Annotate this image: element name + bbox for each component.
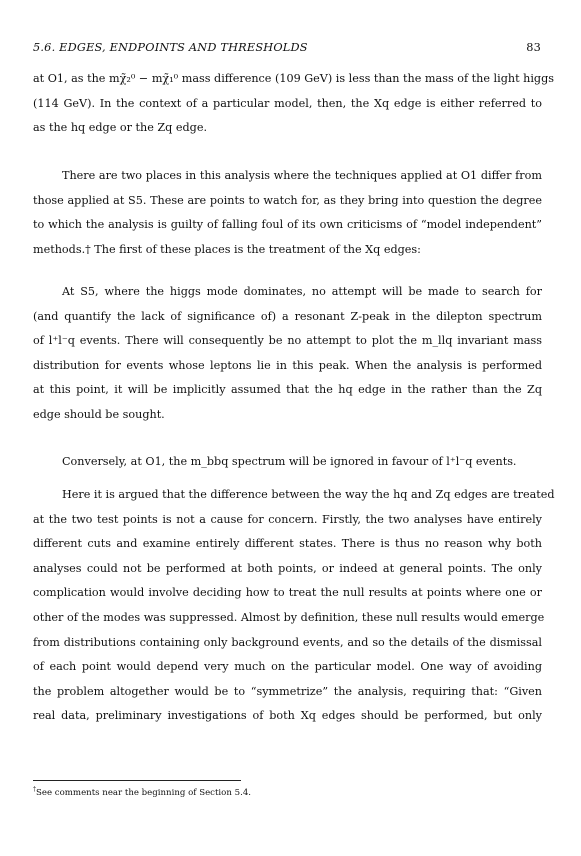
text-line: (and quantify the lack of significance of) a resonant Z-peak in the dilepton spectrum (33, 309, 542, 323)
text-line: real data, preliminary investigations of both Xq edges should be performed, but only (33, 709, 542, 723)
text-line: complication would involve deciding how to treat the null results at points where one or (33, 586, 542, 600)
footnote (33, 786, 251, 798)
text-line: at the two test points is not a cause for concern. Firstly, the two analyses have entirely (33, 512, 542, 526)
text-line: different cuts and examine entirely different states. There is thus no reason why both (33, 537, 542, 551)
paragraph-1 (33, 67, 554, 141)
running-header (33, 41, 541, 59)
footnote-marker: † (33, 786, 36, 793)
text-line: other of the modes was suppressed. Almost by definition, these null results would emerge (33, 610, 545, 624)
text-line: those applied at S5. These are points to watch for, as they bring into question the degree (33, 193, 542, 207)
text-line: Here it is argued that the difference between the way the hq and Zq edges are treated (62, 488, 555, 501)
text-line: of l⁺l⁻q events. There will consequently be no attempt to plot the m_llq invariant mass (33, 334, 542, 348)
text-line: of each point would depend very much on the particular model. One way of avoiding (33, 660, 542, 674)
text-line: to which the analysis is guilty of falling foul of its own criticisms of “model independent” (33, 218, 542, 232)
text-line: edge should be sought. (33, 407, 165, 421)
text-line: There are two places in this analysis where the techniques applied at O1 differ from (62, 169, 542, 182)
footnote-divider (33, 780, 241, 781)
page-number: 83 (526, 41, 541, 54)
text-line: at O1, as the mχ̃₂⁰ − mχ̃₁⁰ mass difference (109 GeV) is less than the mass of the light higgs (33, 72, 554, 85)
paragraph-4 (33, 450, 542, 475)
text-line: distribution for events whose leptons lie in this peak. When the analysis is performed (33, 358, 542, 372)
text-line: At S5, where the higgs mode dominates, no attempt will be made to search for (62, 285, 542, 298)
paragraph-2 (33, 164, 542, 262)
text-line: analyses could not be performed at both points, or indeed at general points. The only (33, 561, 542, 575)
text-line: (114 GeV). In the context of a particular model, then, the Xq edge is either referred to (33, 96, 542, 110)
footnote-text: See comments near the beginning of Section 5.4. (36, 787, 252, 798)
text-line: the problem altogether would be to “symmetrize” the analysis, requiring that: “Given (33, 684, 542, 698)
text-line: from distributions containing only background events, and so the details of the dismissal (33, 635, 542, 649)
section-title: 5.6. EDGES, ENDPOINTS AND THRESHOLDS (33, 41, 308, 54)
text-line: as the hq edge or the Zq edge. (33, 121, 208, 135)
paragraph-3 (33, 280, 542, 428)
text-line: methods.† The first of these places is the treatment of the Xq edges: (33, 242, 421, 256)
text-line: at this point, it will be implicitly assumed that the hq edge in the rather than the Zq (33, 383, 542, 397)
text-line: Conversely, at O1, the m_bbq spectrum will be ignored in favour of l⁺l⁻q events. (62, 455, 517, 468)
paragraph-5 (33, 483, 555, 729)
